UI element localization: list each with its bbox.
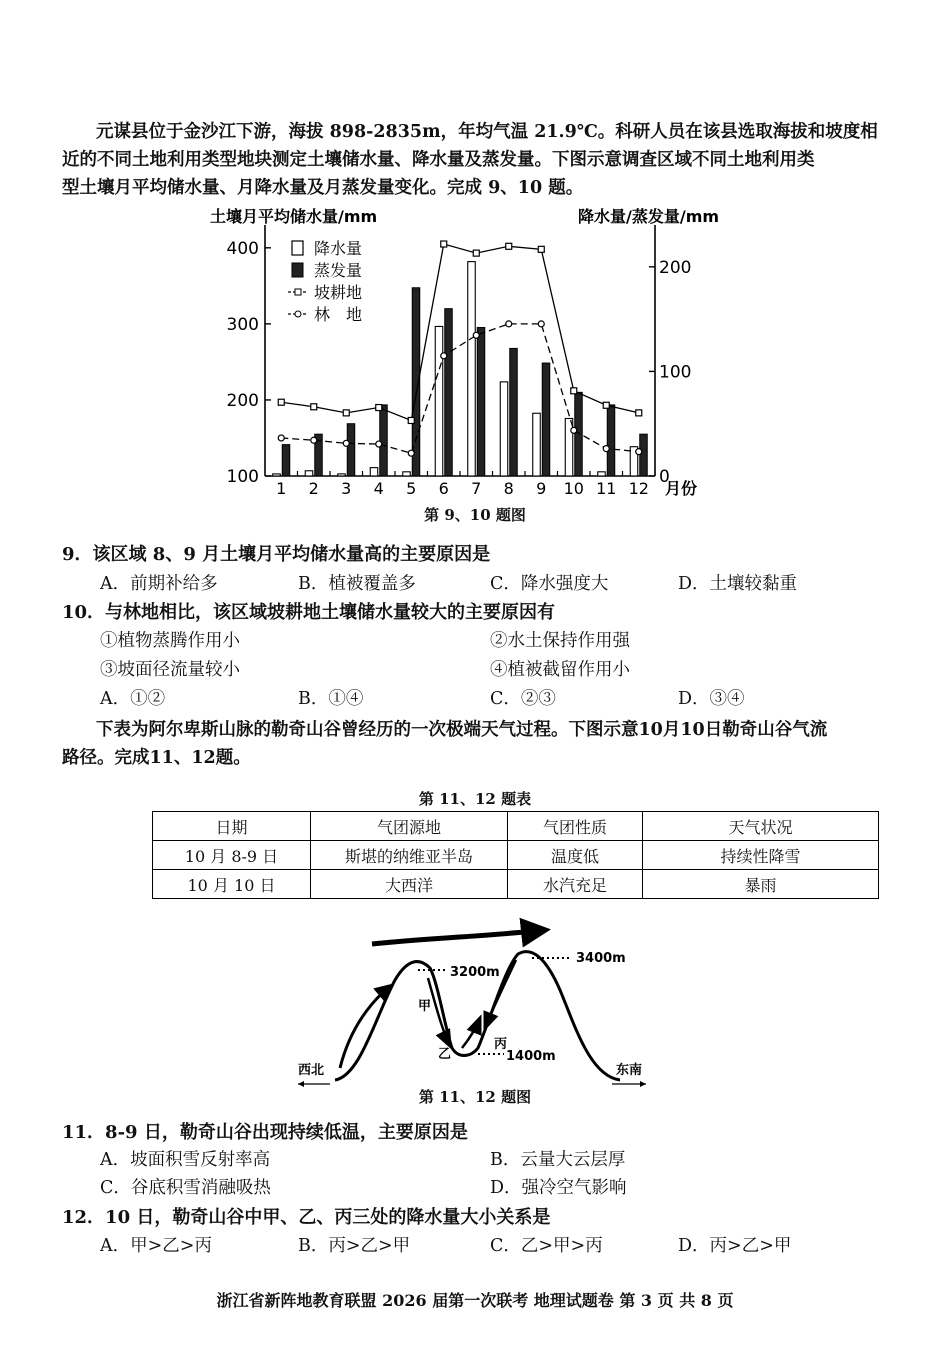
label-jia: 甲 [418,999,432,1014]
legend-evap-swatch [292,263,303,277]
q10-option-c[interactable]: C．②③ [490,689,556,709]
x-tick-label: 7 [471,479,482,498]
right-tick-label: 100 [659,362,692,383]
label-southeast: 东南 [616,1063,643,1078]
legend-slope-marker [295,289,301,295]
q9-option-b[interactable]: B．植被覆盖多 [298,574,416,594]
legend-label: 降水量 [314,239,363,258]
precipitation-bar [338,474,346,476]
q12-option-c[interactable]: C．乙>甲>丙 [490,1236,603,1256]
forest-point [441,353,447,359]
left-tick-label: 400 [226,238,259,259]
valley-airflow-diagram [290,908,670,1093]
label-1400m: 1400m [506,1049,556,1064]
forest-point [506,321,512,327]
q9-option-c[interactable]: C．降水强度大 [490,574,609,594]
evaporation-bar [282,445,290,476]
slope-farmland-point [571,388,577,394]
page-footer: 浙江省新阵地教育联盟 2026 届第一次联考 地理试题卷 第 3 页 共 8 页 [216,1291,734,1310]
table-cell: 10 月 8-9 日 [153,841,311,870]
q10-option-b[interactable]: B．①④ [298,689,364,709]
question-11-stem: 11．8-9 日，勒奇山谷出现持续低温，主要原因是 [62,1122,468,1143]
slope-farmland-point [343,410,349,416]
precipitation-bar [273,474,281,476]
x-tick-label: 5 [406,479,417,498]
q11-option-c[interactable]: C．谷底积雪消融吸热 [100,1178,271,1198]
forest-line [281,324,639,453]
x-tick-label: 2 [308,479,319,498]
legend-precip-swatch [292,241,303,255]
legend-label: 坡耕地 [314,283,363,302]
evaporation-bar [607,405,615,476]
label-yi: 乙 [438,1047,452,1062]
q10-option-d[interactable]: D．③④ [678,689,745,709]
evaporation-bar [542,363,550,476]
table-cell: 10 月 10 日 [153,870,311,899]
evaporation-bar [640,434,648,476]
figure-2-caption: 第 11、12 题图 [418,1088,532,1106]
question-12-stem: 12．10 日，勒奇山谷中甲、乙、丙三处的降水量大小关系是 [62,1207,551,1228]
slope-farmland-point [441,241,447,247]
precipitation-bar [435,326,443,476]
slope-farmland-point [538,246,544,252]
windward-airflow-arrow [340,986,390,1068]
table-cell: 温度低 [508,841,643,870]
x-tick-label: 9 [536,479,547,498]
evaporation-bar [445,309,453,476]
table-caption: 第 11、12 题表 [418,790,532,808]
x-tick-label: 1 [276,479,287,498]
slope-farmland-point [603,402,609,408]
intro-paragraph-1 [62,118,892,202]
forest-point [571,427,577,433]
x-tick-label: 3 [341,479,352,498]
q10-item-1: ①植物蒸腾作用小 [100,631,240,651]
precipitation-bar [468,262,476,476]
chart-legend [288,239,362,324]
label-northwest: 西北 [298,1063,325,1078]
weather-table [152,811,879,899]
table-row [153,841,879,870]
evaporation-bar [347,424,355,476]
precipitation-bar [370,468,378,476]
figure-1-caption: 第 9、10 题图 [424,506,526,524]
table-cell: 斯堪的纳维亚半岛 [311,841,508,870]
table-header-cell: 天气状况 [643,812,879,841]
table-cell: 大西洋 [311,870,508,899]
legend-forest-marker [295,311,301,317]
upper-airflow-arrow [372,930,545,944]
q12-option-d[interactable]: D．丙>乙>甲 [678,1236,792,1256]
valley-ascending-arrow [462,1018,480,1048]
right-tick-label: 200 [659,257,692,278]
question-10-stem: 10．与林地相比，该区域坡耕地土壤储水量较大的主要原因有 [62,602,556,623]
intro-line: 型土壤月平均储水量、月降水量及月蒸发量变化。完成 9、10 题。 [62,178,584,198]
precipitation-bar [403,472,411,476]
label-3200m: 3200m [450,965,500,980]
evaporation-bar [575,392,583,476]
q9-option-a[interactable]: A．前期补给多 [100,574,218,594]
table-cell: 持续性降雪 [643,841,879,870]
q10-item-3: ③坡面径流量较小 [100,660,240,680]
precipitation-bar [565,418,573,476]
forest-point [311,437,317,443]
forest-point [538,321,544,327]
precipitation-bar [305,471,313,476]
q10-item-4: ④植被截留作用小 [490,660,630,680]
slope-farmland-point [636,410,642,416]
evaporation-bar [477,327,485,476]
intro-line: 近的不同土地利用类型地块测定土壤储水量、降水量及蒸发量。下图示意调查区域不同土地利用类 [62,150,815,170]
table-row [153,870,879,899]
slope-farmland-point [376,405,382,411]
forest-point [603,446,609,452]
precipitation-bar [598,472,606,476]
q11-option-b[interactable]: B．云量大云层厚 [490,1150,626,1170]
x-tick-label: 10 [563,479,584,498]
q12-option-a[interactable]: A．甲>乙>丙 [100,1236,212,1256]
table-cell: 水汽充足 [508,870,643,899]
label-bing: 丙 [494,1037,508,1052]
valley-descending-arrow [428,978,450,1046]
intro-line: 下表为阿尔卑斯山脉的勒奇山谷曾经历的一次极端天气过程。下图示意10月10日勒奇山谷气流 [96,720,828,740]
soil-water-chart [190,200,750,520]
question-9-stem: 9．该区域 8、9 月土壤月平均储水量高的主要原因是 [62,544,491,565]
slope-farmland-point [311,404,317,410]
right-axis-title: 降水量/蒸发量/mm [578,207,720,226]
forest-point [278,435,284,441]
left-tick-label: 300 [226,314,259,335]
intro-line: 元谋县位于金沙江下游，海拔 898-2835m，年均气温 21.9℃。科研人员在该县选取海拔和坡度相 [96,122,878,142]
label-3400m: 3400m [576,951,626,966]
legend-label: 林 地 [314,305,363,324]
left-tick-label: 100 [226,467,259,487]
table-header-cell: 气团性质 [508,812,643,841]
x-tick-label: 11 [596,479,617,498]
x-tick-label: 8 [503,479,514,498]
legend-label: 蒸发量 [314,261,363,280]
forest-point [636,449,642,455]
precipitation-bar [533,413,541,476]
evaporation-bar [510,348,518,476]
intro-paragraph-2 [62,716,892,772]
x-tick-label: 6 [438,479,449,498]
forest-point [408,450,414,456]
q10-option-a[interactable]: A．①② [100,689,166,709]
evaporation-bar [380,405,388,476]
q11-option-d[interactable]: D．强冷空气影响 [490,1178,627,1198]
x-axis-title: 月份 [665,479,698,498]
q9-option-d[interactable]: D．土壤较黏重 [678,574,798,594]
x-tick-label: 12 [628,479,649,498]
forest-point [376,441,382,447]
q12-option-b[interactable]: B．丙>乙>甲 [298,1236,411,1256]
table-cell: 暴雨 [643,870,879,899]
right-tick-label: 0 [659,467,670,487]
table-header-row [153,812,879,841]
intro-line: 路径。完成11、12题。 [62,748,251,768]
slope-farmland-point [506,243,512,249]
slope-farmland-point [278,399,284,405]
slope-farmland-point [473,250,479,256]
q11-option-a[interactable]: A．坡面积雪反射率高 [100,1150,271,1170]
table-header-cell: 气团源地 [311,812,508,841]
precipitation-bar [500,382,508,476]
left-axis-title: 土壤月平均储水量/mm [210,207,378,226]
table-header-cell: 日期 [153,812,311,841]
x-tick-label: 4 [373,479,384,498]
forest-point [343,440,349,446]
left-tick-label: 200 [226,390,259,411]
q10-item-2: ②水土保持作用强 [490,631,630,651]
slope-farmland-point [408,417,414,423]
forest-point [473,332,479,338]
